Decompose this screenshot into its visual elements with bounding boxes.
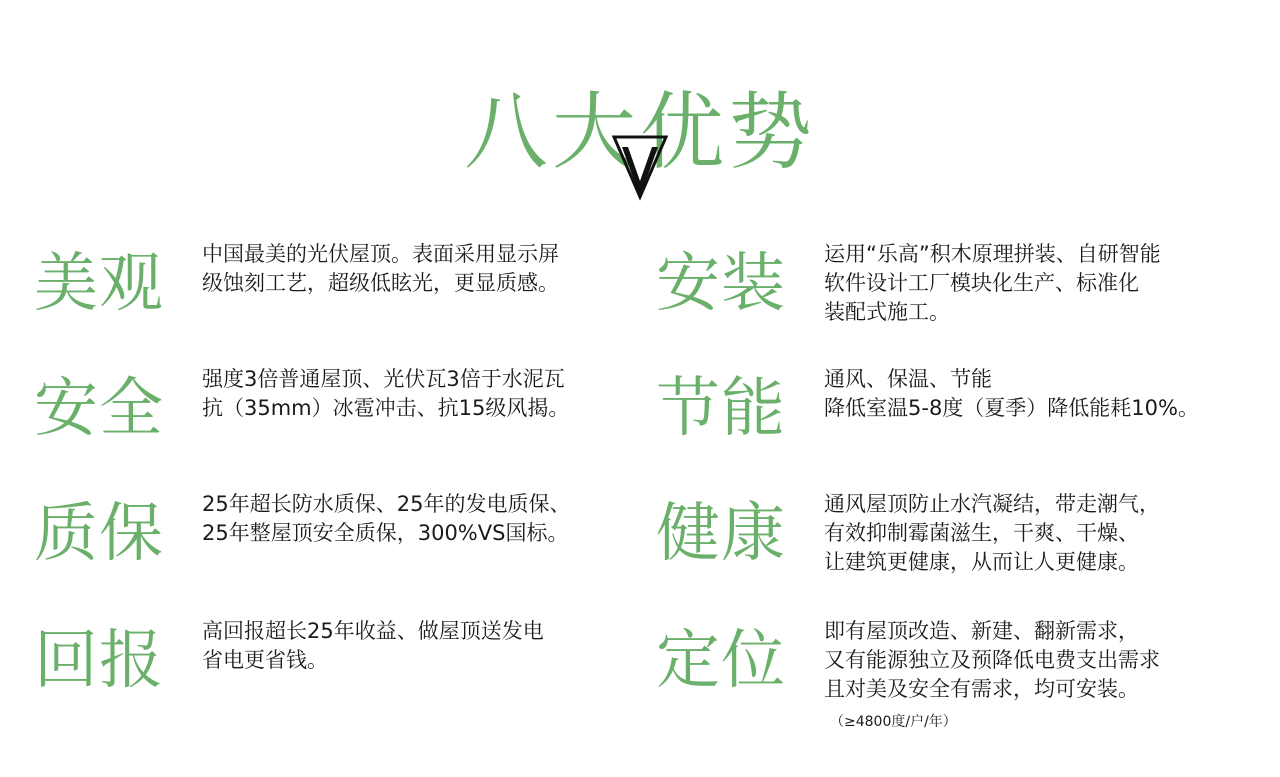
description-line: 有效抑制霉菌滋生，干爽、干燥、 xyxy=(824,521,1139,545)
page-title: 八大优势 xyxy=(463,83,816,182)
advantage-description xyxy=(824,365,1264,423)
advantage-description xyxy=(824,617,1264,732)
description-line: 通风、保温、节能 xyxy=(824,367,992,391)
description-line: 软件设计工厂模块化生产、标准化 xyxy=(824,271,1139,295)
description-line: 高回报超长25年收益、做屋顶送发电 xyxy=(202,619,544,643)
description-line: 又有能源独立及预降低电费支出需求 xyxy=(824,648,1160,672)
advantage-description xyxy=(202,365,642,423)
advantage-title: 回报 xyxy=(34,624,164,698)
down-triangle-arrow-icon xyxy=(612,133,668,201)
advantage-title: 健康 xyxy=(656,497,786,571)
advantage-description xyxy=(824,240,1264,327)
advantage-description xyxy=(824,490,1264,577)
advantage-energy-saving xyxy=(656,365,1256,485)
description-line: 省电更省钱。 xyxy=(202,648,328,672)
advantage-title: 安全 xyxy=(34,372,164,446)
advantage-title: 定位 xyxy=(656,624,786,698)
advantage-aesthetics xyxy=(34,240,634,360)
advantage-safety xyxy=(34,365,634,485)
description-line: 通风屋顶防止水汽凝结，带走潮气， xyxy=(824,492,1160,516)
advantage-title: 质保 xyxy=(34,497,164,571)
advantage-installation xyxy=(656,240,1256,360)
advantage-description xyxy=(202,240,642,298)
advantage-warranty xyxy=(34,490,634,610)
advantage-health xyxy=(656,490,1256,610)
description-line: 25年整屋顶安全质保，300%VS国标。 xyxy=(202,521,569,545)
advantage-positioning xyxy=(656,617,1256,737)
advantage-description xyxy=(202,490,642,548)
description-line: 即有屋顶改造、新建、翻新需求， xyxy=(824,619,1139,643)
description-line: 运用“乐高”积木原理拼装、自研智能 xyxy=(824,242,1161,266)
description-line: 且对美及安全有需求，均可安装。 xyxy=(824,677,1139,701)
advantage-return xyxy=(34,617,634,737)
description-line: 抗（35mm）冰雹冲击、抗15级风揭。 xyxy=(202,396,570,420)
description-line: 中国最美的光伏屋顶。表面采用显示屏 xyxy=(202,242,559,266)
advantage-title: 美观 xyxy=(34,247,164,321)
description-line: 强度3倍普通屋顶、光伏瓦3倍于水泥瓦 xyxy=(202,367,565,391)
description-line: 降低室温5-8度（夏季）降低能耗10%。 xyxy=(824,396,1199,420)
description-line: 装配式施工。 xyxy=(824,300,950,324)
usage-note: （≥4800度/户/年） xyxy=(830,714,957,730)
description-line: 级蚀刻工艺，超级低眩光，更显质感。 xyxy=(202,271,559,295)
description-line: 25年超长防水质保、25年的发电质保、 xyxy=(202,492,571,516)
advantage-title: 安装 xyxy=(656,247,786,321)
advantage-title: 节能 xyxy=(656,372,786,446)
description-line: 让建筑更健康，从而让人更健康。 xyxy=(824,550,1139,574)
advantage-description xyxy=(202,617,642,675)
